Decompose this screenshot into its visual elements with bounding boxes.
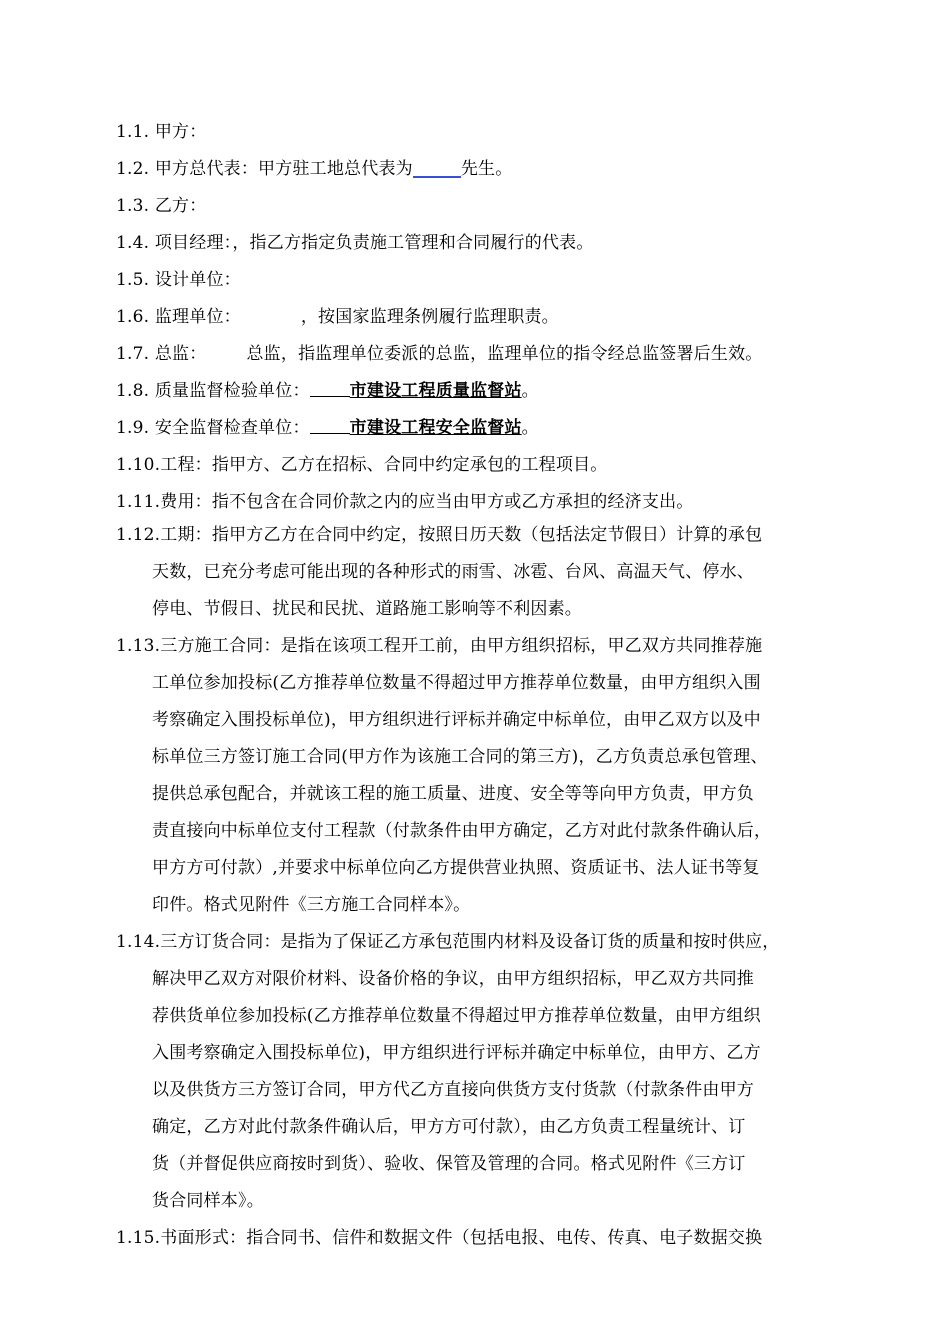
underline-blank (310, 419, 350, 434)
clause-text: 安全监督检查单位： (154, 418, 310, 438)
agency-name: 市建设工程质量监督站 (349, 381, 522, 401)
clause-text: 乙方： (154, 196, 207, 216)
clause-line: 责直接向中标单位支付工程款（付款条件由甲方确定，乙方对此付款条件确认后， (152, 821, 772, 841)
clause-text: 项目经理：，指乙方指定负责施工管理和合同履行的代表。 (154, 233, 594, 253)
clause-number: 1.10. (116, 455, 161, 475)
clause-1-3 (116, 188, 856, 225)
clause-line: 停电、节假日、扰民和民扰、道路施工影响等不利因素。 (152, 599, 582, 619)
clause-1-14 (116, 924, 856, 1220)
clause-line: 考察确定入围投标单位)，甲方组织进行评标并确定中标单位，由甲乙双方以及中 (152, 710, 761, 730)
clause-suffix: 。 (521, 381, 539, 401)
fill-in-blank (413, 158, 461, 178)
clause-line: 三方订货合同：是指为了保证乙方承包范围内材料及设备订货的质量和按时供应， (160, 932, 780, 952)
clause-line: 甲方方可付款）,并要求中标单位向乙方提供营业执照、资质证书、法人证书等复 (152, 858, 760, 878)
clause-text: 监理单位： (154, 307, 241, 327)
clause-number: 1.2. (116, 159, 150, 179)
clause-number: 1.12. (116, 525, 161, 545)
underline-blank (310, 382, 350, 397)
clause-number: 1.7. (116, 344, 150, 364)
clause-text: 质量监督检验单位： (154, 381, 310, 401)
clause-line: 工单位参加投标(乙方推荐单位数量不得超过甲方推荐单位数量，由甲方组织入围 (152, 673, 761, 693)
clause-1-9 (116, 410, 856, 447)
agency-name: 市建设工程安全监督站 (349, 418, 522, 438)
clause-1-4 (116, 225, 856, 262)
clause-text: 总监： (154, 344, 207, 364)
clause-1-1 (116, 114, 856, 151)
clause-number: 1.1. (116, 122, 150, 142)
clause-number: 1.14. (116, 932, 161, 952)
clause-line: 工期：指甲方乙方在合同中约定，按照日历天数（包括法定节假日）计算的承包 (160, 525, 763, 545)
clause-number: 1.3. (116, 196, 150, 216)
clause-number: 1.4. (116, 233, 150, 253)
clause-suffix: 先生。 (460, 159, 513, 179)
clause-1-10 (116, 447, 856, 484)
clause-1-8 (116, 373, 856, 410)
clause-text: 费用：指不包含在合同价款之内的应当由甲方或乙方承担的经济支出。 (160, 492, 694, 512)
clause-number: 1.8. (116, 381, 150, 401)
clause-text: 甲方总代表：甲方驻工地总代表为 (154, 159, 413, 179)
clause-suffix: 。 (521, 418, 539, 438)
clause-line: 货合同样本》。 (152, 1191, 264, 1211)
clause-1-13 (116, 628, 856, 924)
clause-number: 1.11. (116, 492, 161, 512)
clause-text: 甲方： (154, 122, 207, 142)
clause-line: 天数，已充分考虑可能出现的各种形式的雨雪、冰雹、台风、高温天气、停水、 (152, 562, 754, 582)
clause-text: 设计单位： (154, 270, 241, 290)
clause-line: 解决甲乙双方对限价材料、设备价格的争议，由甲方组织招标，甲乙双方共同推 (152, 969, 754, 989)
clause-1-6 (116, 299, 856, 336)
clause-1-11 (116, 484, 856, 521)
clause-line: 入围考察确定入围投标单位)，甲方组织进行评标并确定中标单位，由甲方、乙方 (152, 1043, 761, 1063)
clause-1-15 (116, 1220, 856, 1257)
clause-suffix: ，按国家监理条例履行监理职责。 (300, 307, 559, 327)
clause-1-2 (116, 151, 856, 188)
clause-line: 三方施工合同：是指在该项工程开工前，由甲方组织招标，甲乙双方共同推荐施 (160, 636, 763, 656)
clause-number: 1.15. (116, 1228, 161, 1248)
clause-1-5 (116, 262, 856, 299)
clause-line: 荐供货单位参加投标(乙方推荐单位数量不得超过甲方推荐单位数量，由甲方组织 (152, 1006, 761, 1026)
clause-line: 印件。格式见附件《三方施工合同样本》。 (152, 895, 471, 915)
clause-line: 以及供货方三方签订合同，甲方代乙方直接向供货方支付货款（付款条件由甲方 (152, 1080, 754, 1100)
clause-suffix: 总监，指监理单位委派的总监，监理单位的指令经总监签署后生效。 (246, 344, 763, 364)
clause-line: 标单位三方签订施工合同(甲方作为该施工合同的第三方)，乙方负责总承包管理、 (152, 747, 768, 767)
clause-text: 工程：指甲方、乙方在招标、合同中约定承包的工程项目。 (160, 455, 608, 475)
clause-1-12 (116, 517, 856, 628)
clause-line: 提供总承包配合，并就该工程的施工质量、进度、安全等等向甲方负责，甲方负 (152, 784, 754, 804)
clause-line: 确定，乙方对此付款条件确认后，甲方方可付款），由乙方负责工程量统计、订 (152, 1117, 746, 1137)
clause-line: 货（并督促供应商按时到货）、验收、保管及管理的合同。格式见附件《三方订 (152, 1154, 746, 1174)
clause-number: 1.13. (116, 636, 161, 656)
clause-number: 1.5. (116, 270, 150, 290)
clause-number: 1.9. (116, 418, 150, 438)
clause-line: 书面形式：指合同书、信件和数据文件（包括电报、电传、传真、电子数据交换 (160, 1228, 763, 1248)
clause-1-7 (116, 336, 856, 373)
clause-number: 1.6. (116, 307, 150, 327)
